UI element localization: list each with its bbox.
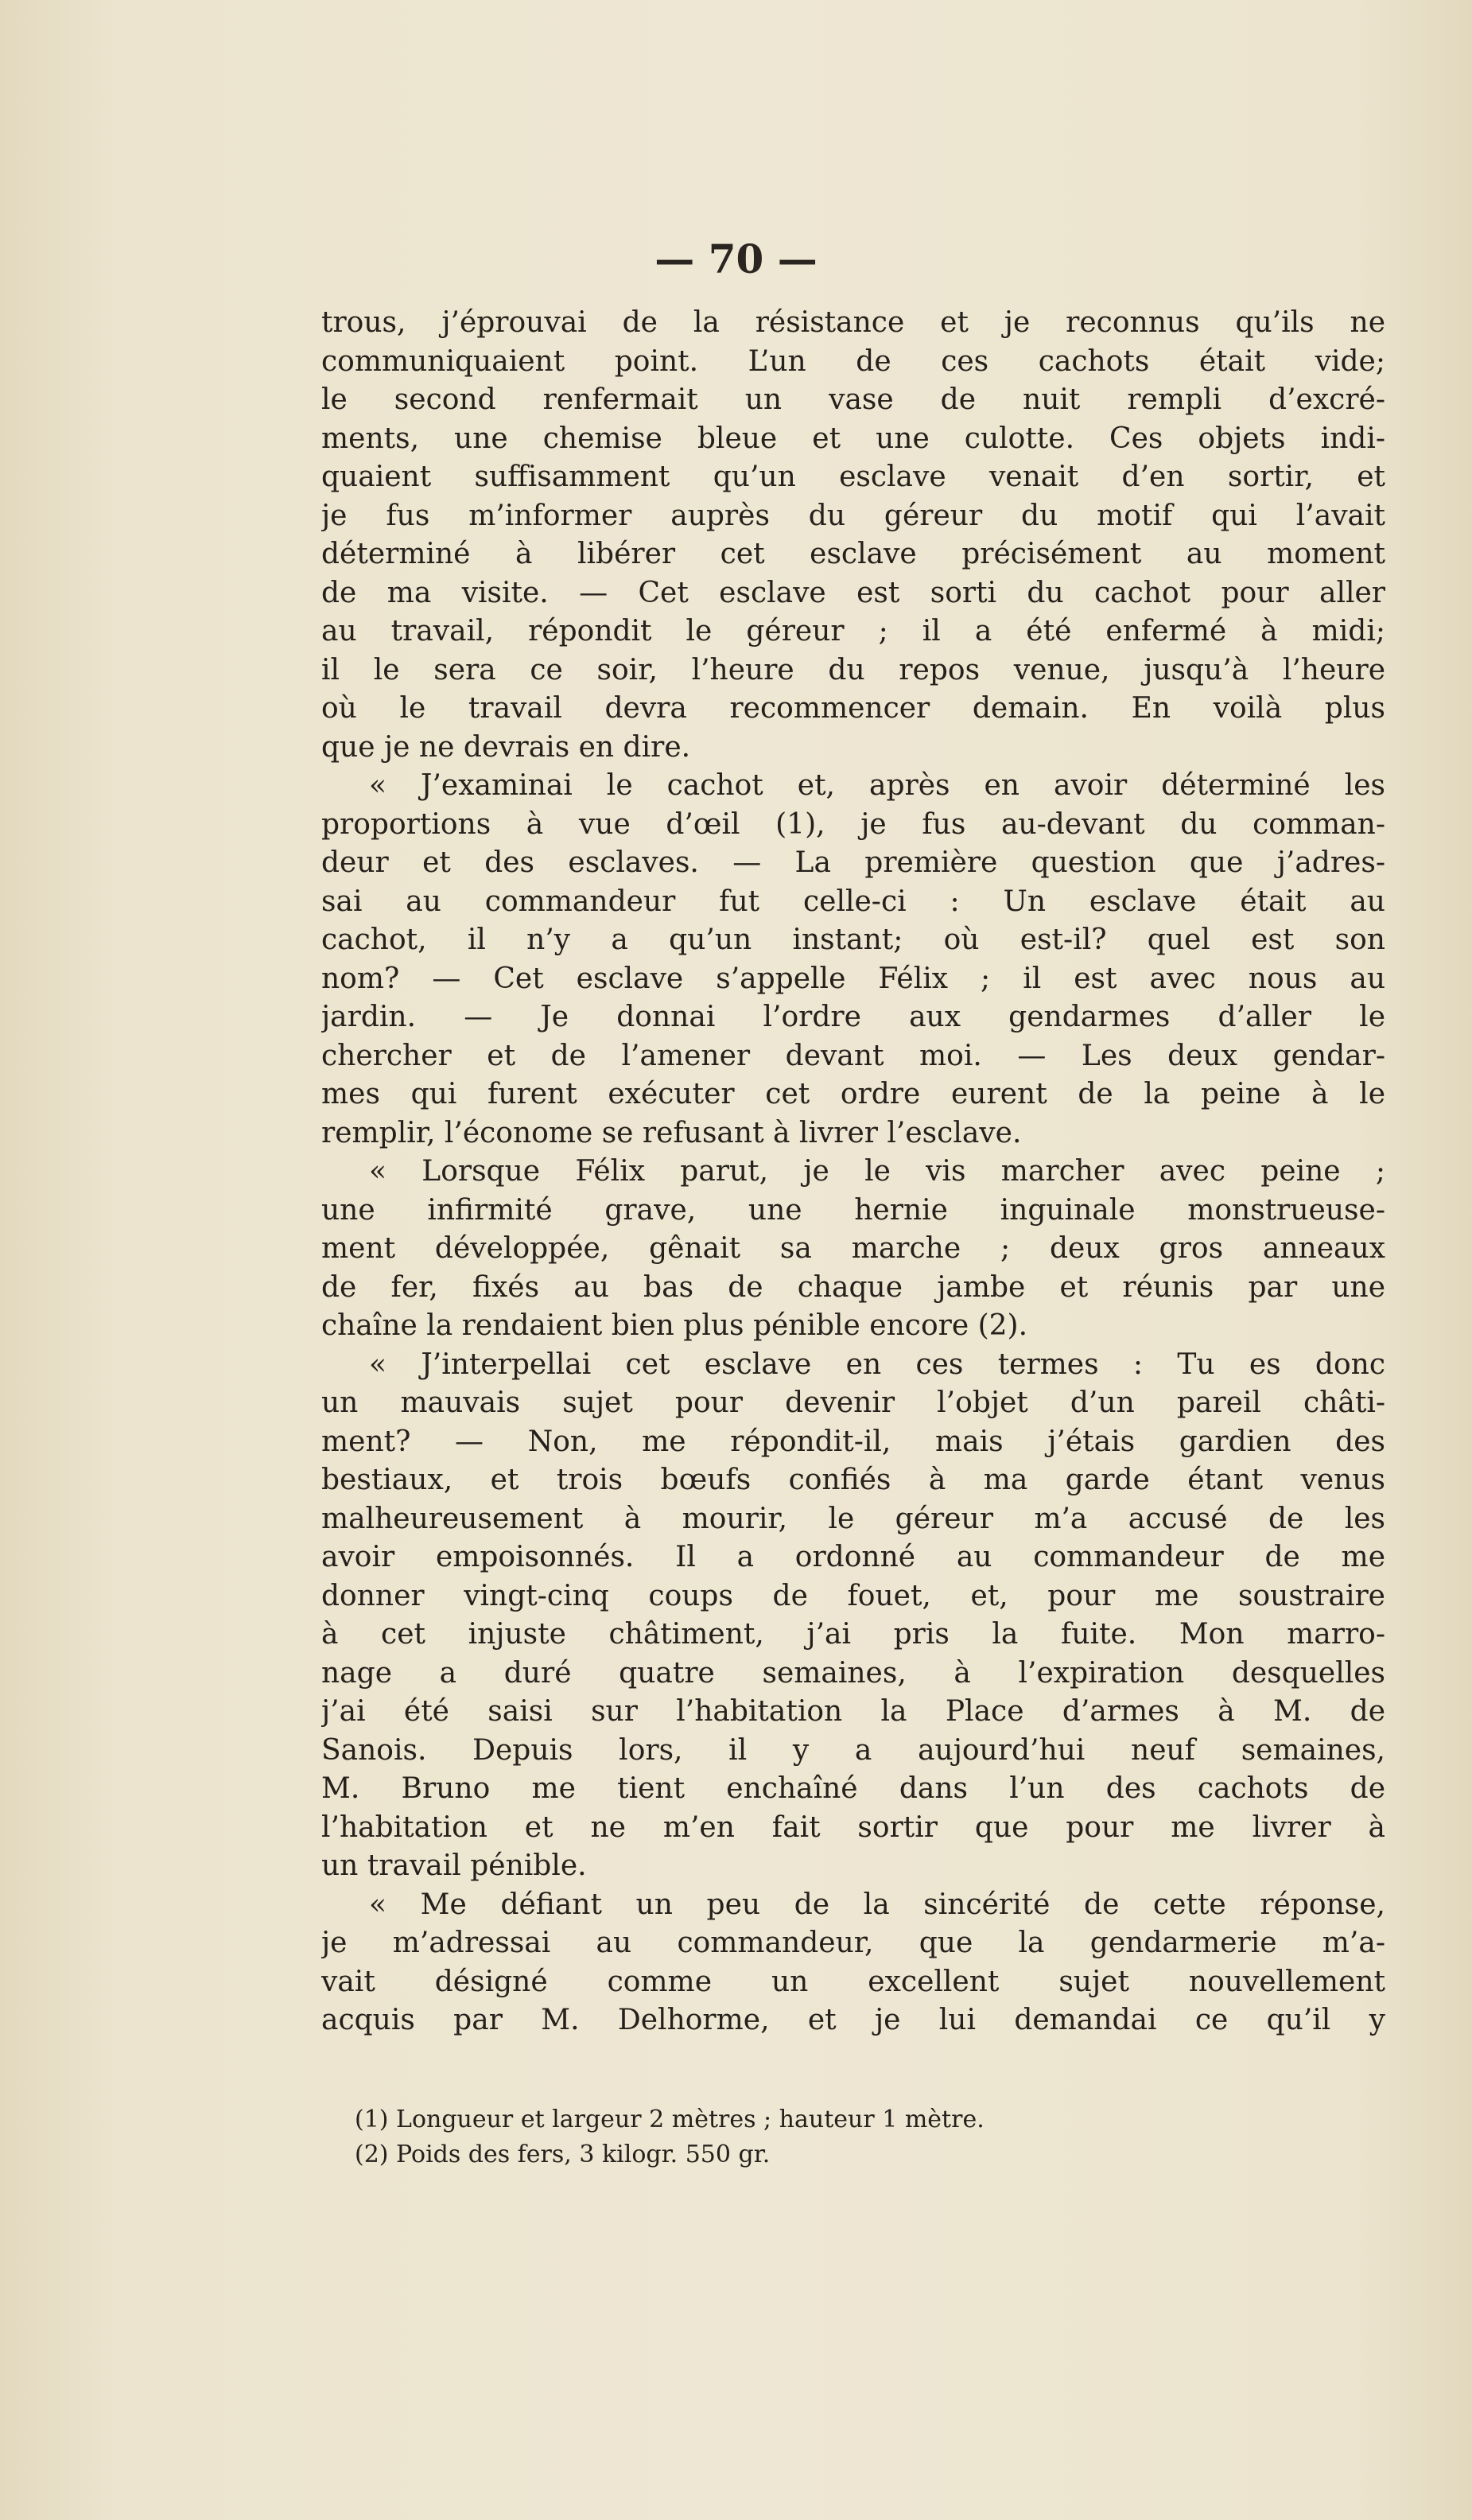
text-line: deur et des esclaves. — La première question que j’adres- — [321, 846, 1385, 879]
text-line: je m’adressai au commandeur, que la gendarmerie m’a- — [321, 1927, 1385, 1959]
text-line: une infirmité grave, une hernie inguinale monstrueuse- — [321, 1193, 1385, 1227]
text-line: ment? — Non, me répondit-il, mais j’étais gardien des — [321, 1425, 1385, 1458]
text-line: chaîne la rendaient bien plus pénible encore (2). — [321, 1309, 1028, 1342]
text-line: avoir empoisonnés. Il a ordonné au commandeur de me — [321, 1541, 1385, 1573]
text-line: cachot, il n’y a qu’un instant; où est-il? quel est son — [321, 924, 1385, 956]
text-line: à cet injuste châtiment, j’ai pris la fuite. Mon marro- — [321, 1618, 1385, 1651]
text-line: de ma visite. — Cet esclave est sorti du cachot pour aller — [321, 576, 1385, 609]
text-line: « J’examinai le cachot et, après en avoir déterminé les — [369, 769, 1385, 802]
text-line: sai au commandeur fut celle-ci : Un esclave était au — [321, 885, 1385, 918]
text-line: acquis par M. Delhorme, et je lui demandai ce qu’il y — [321, 2004, 1385, 2036]
text-line: l’habitation et ne m’en fait sortir que pour me livrer à — [321, 1810, 1385, 1844]
text-line: Sanois. Depuis lors, il y a aujourd’hui neuf semaines, — [321, 1733, 1385, 1767]
text-line: chercher et de l’amener devant moi. — Les deux gendar- — [321, 1039, 1385, 1072]
text-line: ment développée, gênait sa marche ; deux gros anneaux — [321, 1232, 1385, 1265]
text-line: j’ai été saisi sur l’habitation la Place d’armes à M. de — [321, 1695, 1385, 1728]
text-line: trous, j’éprouvai de la résistance et je reconnus qu’ils ne — [321, 306, 1385, 339]
text-line: M. Bruno me tient enchaîné dans l’un des cachots de — [321, 1772, 1385, 1805]
text-line: vait désigné comme un excellent sujet nouvellement — [321, 1965, 1385, 1998]
text-line: remplir, l’économe se refusant à livrer l’esclave. — [321, 1116, 1022, 1149]
text-line: un travail pénible. — [321, 1849, 587, 1882]
text-line: communiquaient point. L’un de ces cachots était vide; — [321, 344, 1385, 378]
text-line: quaient suffisamment qu’un esclave venait d’en sortir, et — [321, 461, 1385, 493]
text-line: malheureusement à mourir, le géreur m’a accusé de les — [321, 1502, 1385, 1535]
text-line: déterminé à libérer cet esclave précisément au moment — [321, 538, 1385, 570]
footnote-2: (2) Poids des fers, 3 kilogr. 550 gr. — [355, 2141, 771, 2168]
text-line: mes qui furent exécuter cet ordre eurent de la peine à le — [321, 1078, 1385, 1110]
text-line: où le travail devra recommencer demain. En voilà plus — [321, 692, 1385, 725]
text-line: donner vingt-cinq coups de fouet, et, pour me soustraire — [321, 1579, 1385, 1612]
text-line: proportions à vue d’œil (1), je fus au-devant du comman- — [321, 807, 1385, 841]
footnote-1: (1) Longueur et largeur 2 mètres ; hauteur 1 mètre. — [355, 2106, 985, 2133]
footnotes — [355, 2102, 1309, 2172]
text-line: jardin. — Je donnai l’ordre aux gendarmes d’aller le — [321, 1001, 1385, 1033]
text-line: nage a duré quatre semaines, à l’expiration desquelles — [321, 1656, 1385, 1690]
text-line: le second renfermait un vase de nuit rempli d’excré- — [321, 383, 1385, 416]
text-line: « Lorsque Félix parut, je le vis marcher avec peine ; — [369, 1155, 1385, 1188]
page-number: — 70 — — [654, 235, 818, 282]
text-line: un mauvais sujet pour devenir l’objet d’un pareil châti- — [321, 1386, 1385, 1419]
text-line: « Me défiant un peu de la sincérité de cette réponse, — [369, 1888, 1385, 1921]
body-text — [321, 304, 1385, 2040]
text-line: nom? — Cet esclave s’appelle Félix ; il est avec nous au — [321, 962, 1385, 995]
text-line: de fer, fixés au bas de chaque jambe et réunis par une — [321, 1270, 1385, 1304]
text-line: que je ne devrais en dire. — [321, 730, 691, 764]
text-line: « J’interpellai cet esclave en ces termes : Tu es donc — [369, 1348, 1385, 1381]
text-line: je fus m’informer auprès du géreur du motif qui l’avait — [321, 499, 1385, 532]
text-line: il le sera ce soir, l’heure du repos venue, jusqu’à l’heure — [321, 653, 1385, 686]
text-line: ments, une chemise bleue et une culotte. Ces objets indi- — [321, 422, 1385, 455]
text-line: bestiaux, et trois bœufs confiés à ma garde étant venus — [321, 1464, 1385, 1496]
text-line: au travail, répondit le géreur ; il a été enfermé à midi; — [321, 615, 1385, 648]
